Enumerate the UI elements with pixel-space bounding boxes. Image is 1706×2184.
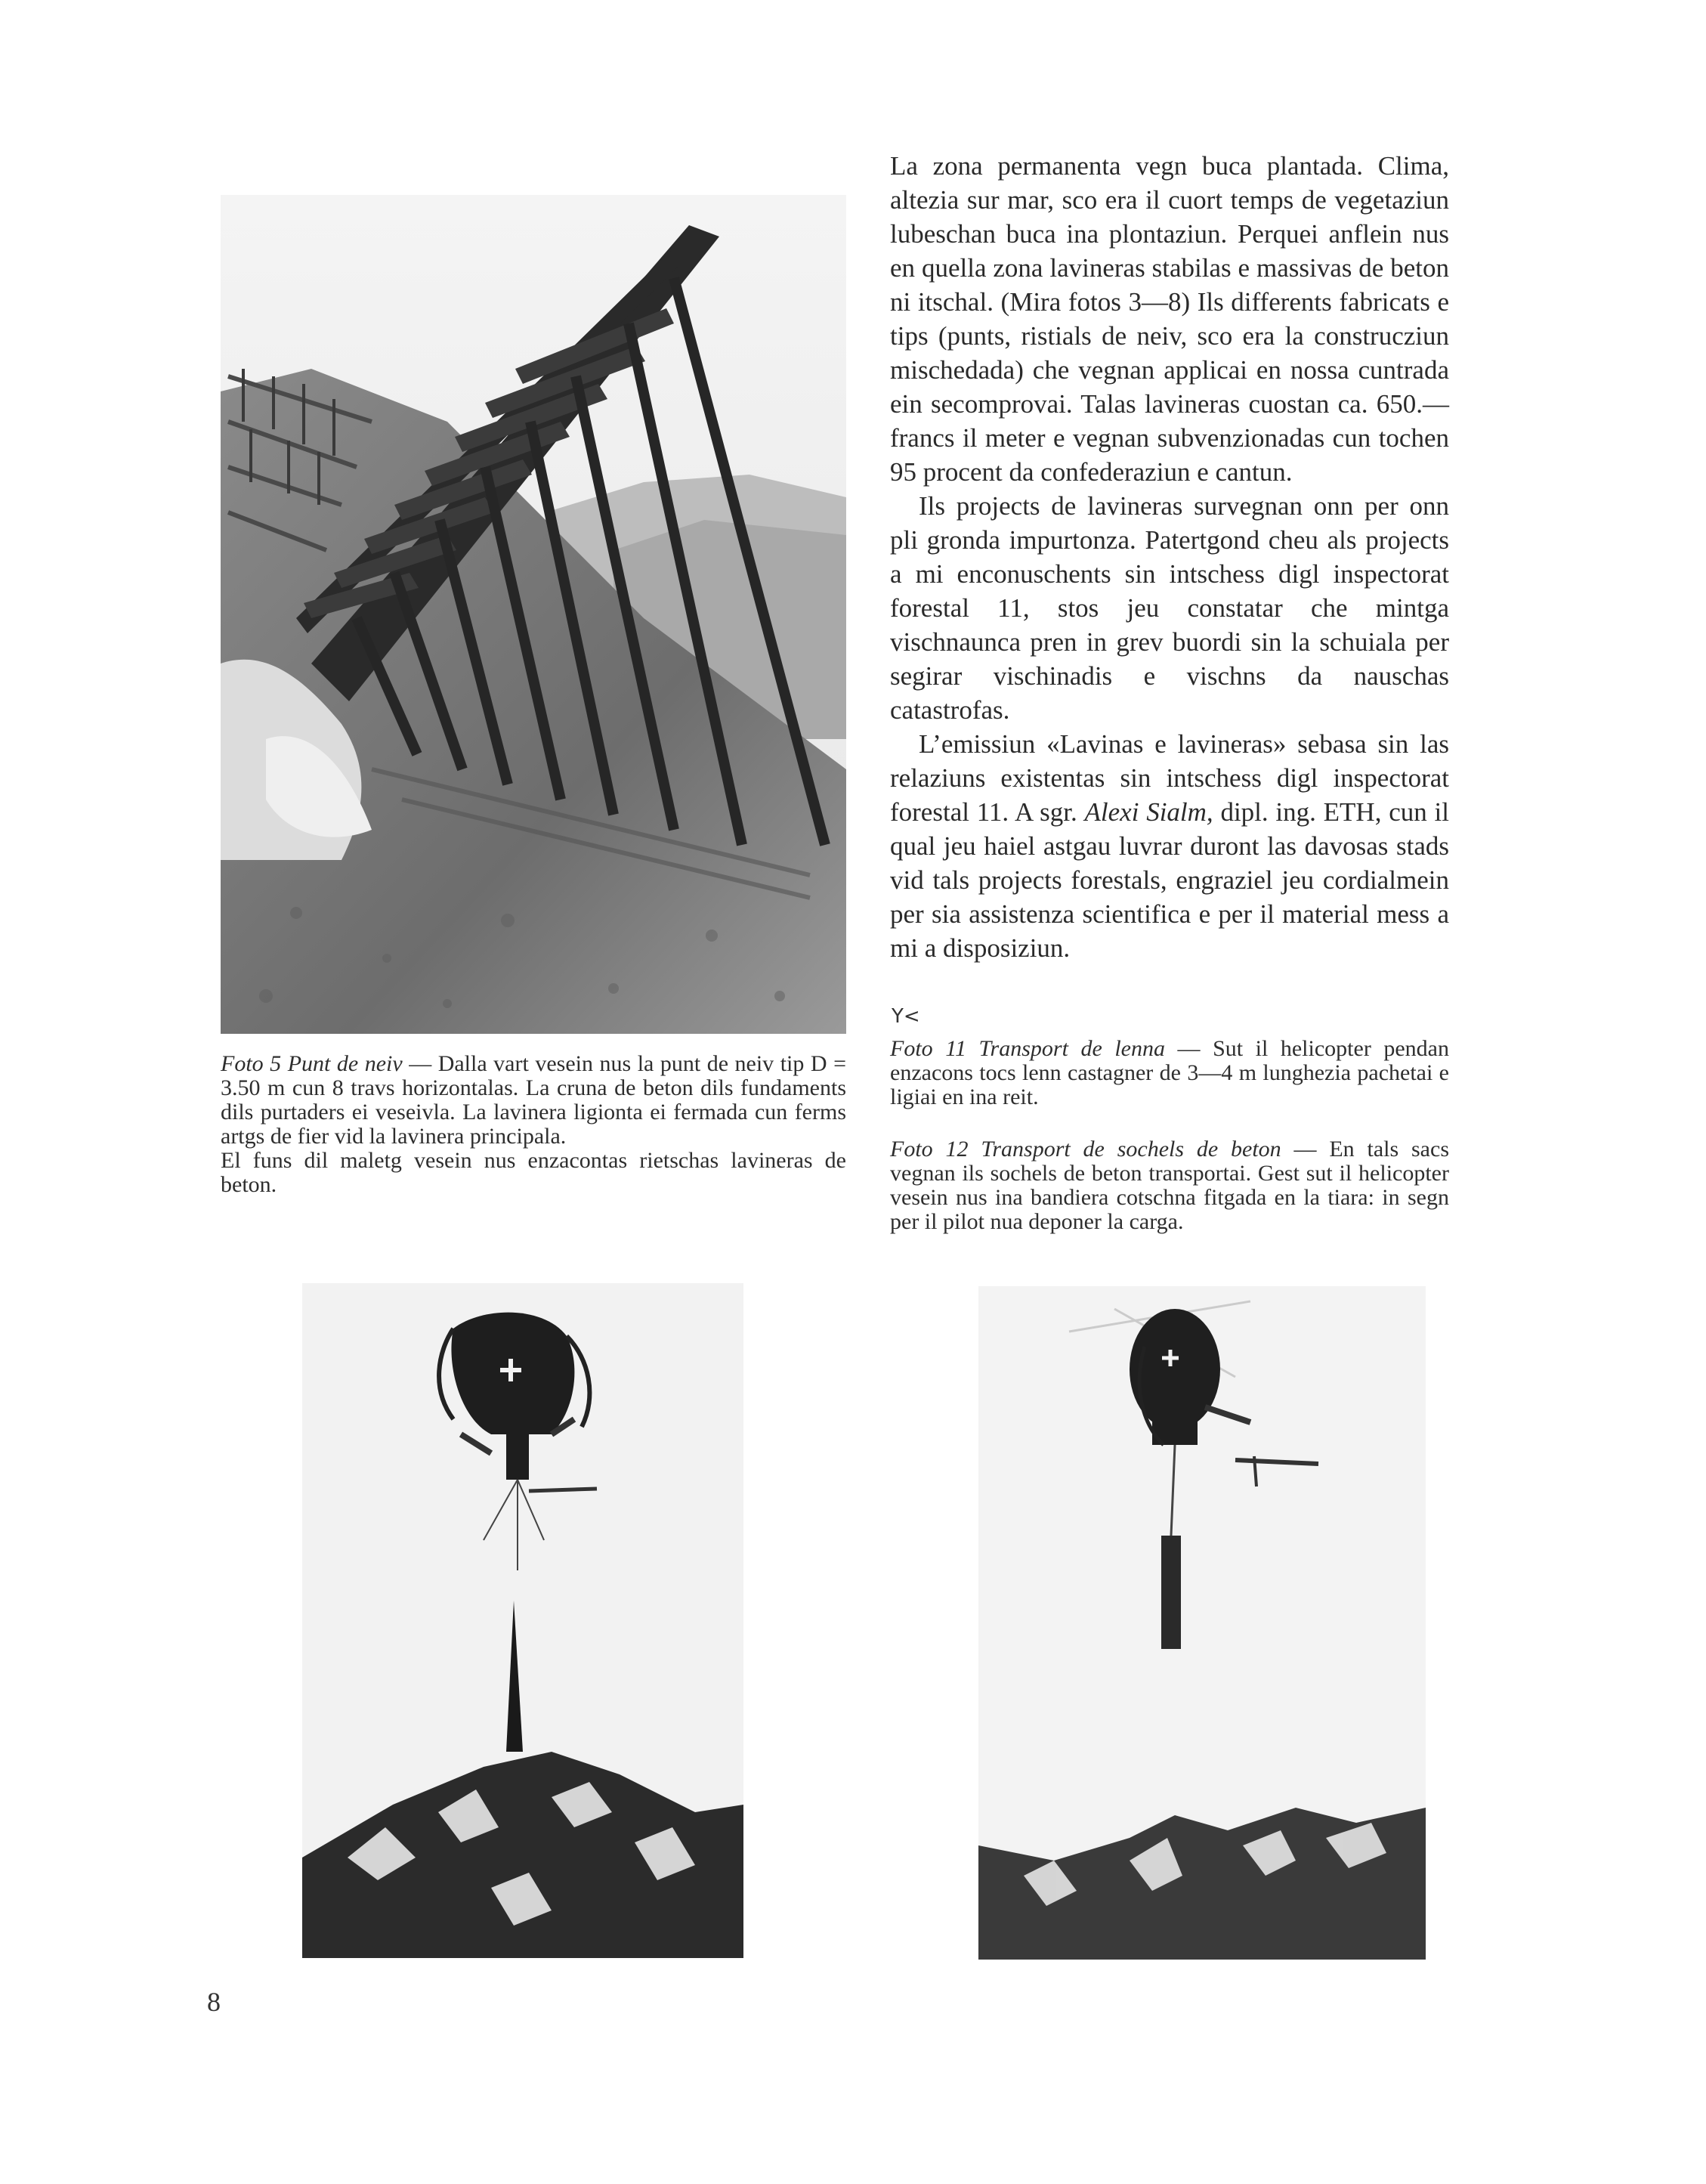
paragraph-text: dipl. ing. ETH, cun il qual jeu haiel astgau luvrar duront las davosas stads vid tals projects forestals, engraziel jeu cordialmein per sia assistenza scientifica e per il material mess a mi a disposiziun. [890,797,1449,963]
body-paragraph: La zona permanenta vegn buca plantada. Clima, altezia sur mar, sco era il cuort temps de vegetaziun lubeschan buca ina plontaziun. Perquei anflein nus en quella zona lavineras stabilas e massivas de beton ni itschal. (Mira fotos 3—8) Ils differents fabricats e tips (punts, ristials de neiv, sco era la construcziun mischedada) che vegnan applicai en nossa cuntrada ein secomprovai. Talas lavineras cuostan ca. 650.— francs il meter e vegnan subvenzionadas cun tochen 95 procent da confederaziun e cantun. [890,151,1449,487]
photo-helicopter-concrete [978,1286,1426,1960]
body-paragraph: Ils projects de lavineras survegnan onn per onn pli gronda impurtonza. Patertgond cheu als projects a mi enconuschents sin intschess digl inspectorat forestal 11, stos jeu constatar che mintga vischnaunca pren in grev buordi sin la schuiala per segirar vischinadis e vischns da nauschas catastrofas. [890,491,1449,725]
section-mark: Y< [892,1005,920,1028]
caption-extra: El funs dil maletg vesein nus enzacontas rietschas lavineras de beton. [221,1148,846,1197]
caption-photo-12 [890,1137,1449,1234]
caption-text: — Dalla vart vesein nus la punt de neiv tip D = 3.50 m cun 8 travs horizontalas. La cruna de beton dils fundaments dils purtaders ei veseivla. La lavinera ligionta ei fermada cun ferms artgs de fier vid la lavinera principala. [221,1051,846,1149]
caption-lead: Foto 12 Transport de sochels de beton [890,1137,1281,1162]
page-number: 8 [207,1987,221,2017]
photo-snow-bridge [221,195,846,1034]
caption-text: — En tals sacs vegnan ils sochels de beton transportai. Gest sut il helicopter vesein nus ina bandiera cotschna fitgada en la tiara: in segn per il pilot nua deponer la carga. [890,1137,1449,1234]
photo-helicopter-timber [302,1283,743,1958]
caption-lead: Foto 11 Transport de lenna [890,1036,1165,1061]
helicopter-timber-image [302,1283,743,1958]
snow-bridge-image [221,195,846,1034]
caption-photo-5 [221,1052,846,1197]
helicopter-concrete-image [978,1286,1426,1960]
paragraph-text: L’emissiun «Lavinas e lavineras» sebasa sin las relaziuns existentas sin intschess digl inspectorat forestal 11. A sgr. [890,729,1449,827]
caption-photo-11 [890,1037,1449,1109]
person-name: Alexi Sialm, [1084,797,1213,827]
body-text-column [890,149,1449,965]
caption-lead: Foto 5 Punt de neiv [221,1051,403,1076]
caption-text: — Sut il helicopter pendan enzacons tocs lenn castagner de 3—4 m lunghezia pachetai e ligiai en ina reit. [890,1036,1449,1109]
body-paragraph-acknowledgement [890,727,1449,965]
